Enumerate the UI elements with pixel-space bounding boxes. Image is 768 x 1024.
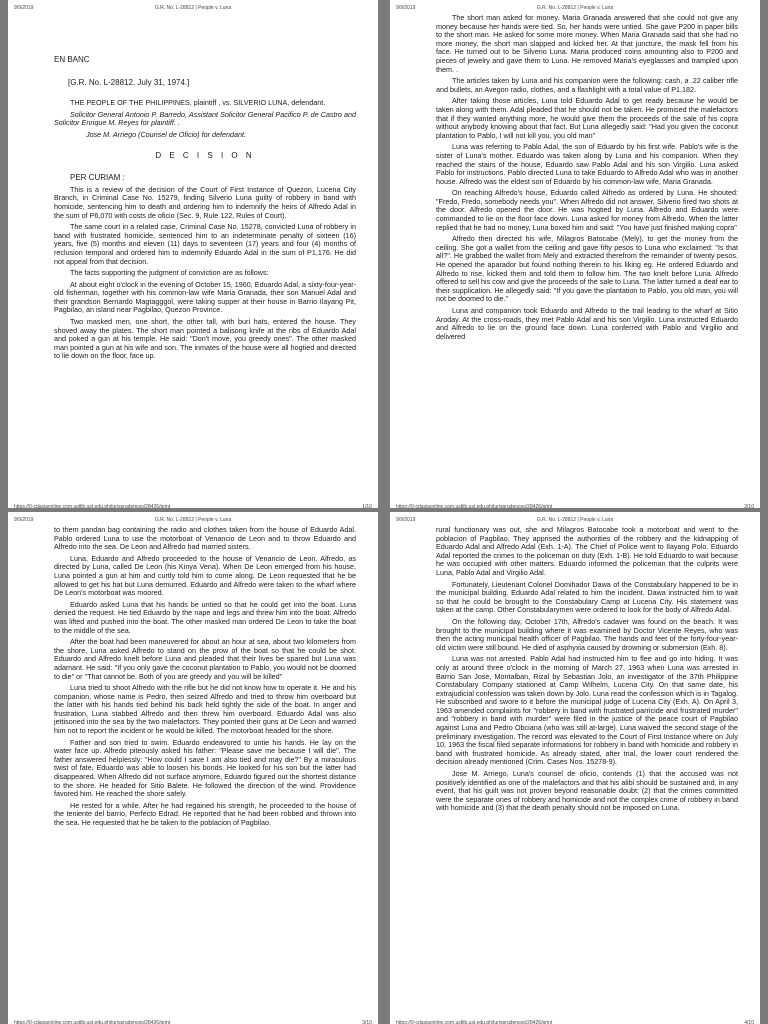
paragraph: The short man asked for money. Maria Granada answered that she could not give any money because her hands were tied. So, her hands were untied. She gave P200 in paper bills to the short man. He asked for some more money. When Maria Granada said that she had no more money, the short man slapped and kicked her. At that juncture, the mask fell from his face. He turned out to be Silverio Luna. Maria produced coins amounting also to P200 and pieces of jewelry and gave them to Luna. He removed Maria's eyeglasses and trampled upon them. . [436, 13, 738, 74]
header-date: 9/9/2019 [14, 5, 34, 11]
header-title: G.R. No. L-28812 | People v. Luna [154, 517, 232, 523]
court-division: EN BANC [54, 55, 90, 64]
header-title: G.R. No. L-28812 | People v. Luna [536, 517, 614, 523]
page-4 [390, 512, 760, 1024]
page-number: 1/10 [362, 504, 372, 508]
page-body [54, 16, 356, 364]
footer-url[interactable]: https://0-cdasiaonline.com.ustlib.ust.edu.ph/jurisprudences/28426/print [396, 504, 553, 508]
page-body [436, 526, 738, 816]
case-number: [G.R. No. L-28812. July 31, 1974.] [68, 77, 190, 87]
paragraph: Luna tried to shoot Alfredo with the rifle but he did not know how to operate it. He and his companion, whose name is Pedro, then seized Alfredo and tried to throw him overboard but the latter with his hands tied behind his back held tightly the side of the boat. In anger and frustration, Luna stabbed Alfredo and then threw him overboard. Eduardo Adal was also jettisoned into the sea by the two malefactors. They pointed their guns at De Leon and warned him not to report the incident or he would be killed. The motorboat headed for the shore. [54, 683, 356, 736]
page-number: 2/10 [744, 504, 754, 508]
page-2 [390, 0, 760, 508]
header-title: G.R. No. L-28812 | People v. Luna [536, 5, 614, 11]
per-curiam: PER CURIAM : [70, 173, 125, 183]
paragraph: Eduardo asked Luna that his hands be untied so that he could get into the boat. Luna denied the request. He tied Eduardo by the nape and legs and threw him into the boat. Alfredo was lifted and pushed into the boat. The other masked man ordered De Leon to take the boat to the middle of the sea. [54, 599, 356, 635]
paragraph: Jose M. Arriego, Luna's counsel de oficio, contends (1) that the accused was not positively identified as one of the malefactors and that his alibi should be sustained and, in any event, that his guilt was not proven beyond reasonable doubt; (2) that the crimes committed were the separate ones of robbery and homicide and not the complex crime of robbery in band with homicide and (3) that the death penalty should not be imposed on Luna. [436, 769, 738, 813]
paragraph: At about eight o'clock in the evening of October 15, 1960, Eduardo Adal, a sixty-four-year-old fisherman, together with his common-law wife Maria Granada, their son Manuel Adal and their grandson Bernardo Magtagggol, were taking supper at their house in Barrio Ilayang Pit, Pagbilao, an island near Pagbilao, Quezon Province. [54, 279, 356, 315]
counsel-defendant: Jose M. Arriego (Counsel de Oficio) for defendant. [86, 129, 246, 139]
paragraph: The facts supporting the judgment of conviction are as follows: [70, 268, 269, 278]
paragraph: Alfredo then directed his wife, Milagros Batocabe (Mely), to get the money from the ceiling. She got a wallet from the ceiling and gave fifty pesos to Luna who exclaimed: "Is that all?". He grabbed the wallet from Mely and extracted therefrom the remainder of twenty pesos. He opened the aparador but found nothing therein to his liking eg. He ordered Eduardo and Alfredo to rise, kicked them and told them to follow him. The two knelt before Luna. Alfredo offered to sell his cow and give the proceeds of the sale to Luna. The latter turned a deaf ear to their supplication. He allegedly said: "If you gave the plantation to Pablo, you old man, you will not be doomed to die." [436, 234, 738, 304]
paragraph: After taking those articles, Luna told Eduardo Adal to get ready because he would be taken along with them. Adal pleaded that he should not be taken. He promised the malefactors that if they wanted anything more, he would give them the proceeds of the sale of his copra without anybody knowing about that fact. But Luna allegedly said: "Had you given the coconut plantation to Pablo, I will not kill you, you old man" [436, 96, 738, 140]
paragraph: After the boat had been maneuvered for about an hour at sea, about two kilometers from the shore, Luna asked Alfredo to stand on the prow of the boat so that he could be shot. Eduardo and Alfredo knelt before Luna and pleaded that their lives be spared but Luna was adamant. He said: "If you only gave the coconut plantation to Pablo, you would not be doomed to die" or "That cannot be. Both of you are greedy and you will be killed" [54, 637, 356, 681]
footer-url[interactable]: https://0-cdasiaonline.com.ustlib.ust.edu.ph/jurisprudences/28426/print [14, 1020, 171, 1024]
header-date: 9/9/2019 [396, 517, 416, 523]
footer-url[interactable]: https://0-cdasiaonline.com.ustlib.ust.edu.ph/jurisprudences/28426/print [14, 504, 171, 508]
paragraph: Father and son tried to swim. Eduardo endeavored to untie his hands. He lay on the water face up. Alfredo piteously asked his father: "Please save me because I will die". The father answered helplessly: "How could I save I am also tied and may die?" By a miraculous twist of fate, Eduardo was able to loosen his bonds. He looked for his son but the latter had disappeared. When Alfredo did not surface anymore, Eduardo figured out the shortest distance to the shore. He headed for Sitio Balete. He followed the direction of the wind. Providence favored him. He reached the shore safely. [54, 737, 356, 799]
paragraph: On the following day, October 17th, Alfredo's cadaver was found on the beach. It was brought to the municipal building where it was examined by Doctor Vicente Reyes, who was then the acting municipal health officer of Pagbilao. The hands and feet of the forty-four-year-old victim were still bound. He died of asphyxia caused by drowning or submersion (Exh. 8). [436, 616, 738, 652]
paragraph: Two masked men, one short, the other tall, with buri hats, entered the house. They shoved away the plates. The short man pointed a balisong knife at the ribs of Eduardo Adal and poked a gun at his temple. He said: "Don't move, you greedy ones". The other masked man pointed a gun at his wife and son. The inmates of the house were all hogtied and directed to lie down on the floor, face up. [54, 317, 356, 361]
header-date: 9/9/2019 [14, 517, 34, 523]
header-title: G.R. No. L-28812 | People v. Luna [154, 5, 232, 11]
page-number: 4/10 [744, 1020, 754, 1024]
paragraph: He rested for a while. After he had regained his strength, he proceeded to the house of the teniente del barrio, Perfecto Edrad. He reported that he had been robbed and thrown into the sea. He requested that he be taken to the poblacion of Pagbilao. [54, 800, 356, 827]
header-date: 9/9/2019 [396, 5, 416, 11]
paragraph: Fortunately, Lieutenant Colonel Domihador Dawa of the Constabulary happened to be in the municipal building. Eduardo Adal related to him the incident. Dawa instructed him to wait so that he could be brought to the Constabulary Camp at Lucena City. His statement was taken at the camp. Other Constabularymen were ordered to look for the body of Alfredo Adal. [436, 579, 738, 615]
page-body [54, 526, 356, 831]
paragraph: to them pandan bag containing the radio and clothes taken from the house of Eduardo Adal. Pablo ordered Luna to use the motorboat of Venancio de Leon and to throw Eduardo and Alfredo into the sea. De Leon and Alfredo had married sisters. [54, 525, 356, 552]
decision-heading: D E C I S I O N [155, 150, 255, 160]
footer-url[interactable]: https://0-cdasiaonline.com.ustlib.ust.edu.ph/jurisprudences/28426/print [396, 1020, 553, 1024]
paragraph: Luna, Eduardo and Alfredo proceeded to the house of Venancio de Leon. Alfredo, as directed by Luna, called De Leon (his Kinya Vena). When De Leon emerged from his house, Luna pointed a gun at him and curtly told him to come along. De Leon requested that he be allowed to get his hat but Luna demurred. Eduardo and Alfredo were taken to the wharf where De Leon's motorboat was moored. [54, 553, 356, 598]
counsel-plaintiff: Solicitor General Antonio P. Barredo, Assistant Solicitor General Pacifico P. de Castro and Solicitor Enrique M. Reyes for plaintiff. . [54, 109, 356, 128]
paragraph: Luna was referring to Pablo Adal, the son of Eduardo by his first wife. Pablo's wife is the sister of Luna's mother. Eduardo was taken along by Luna and his companion. When they reached the stairs of the house, Eduardo saw Pablo Adal and his son Virgilio. Luna asked Pablo for instructions. Pablo directed Luna to take Eduardo to Alfredo Adal who was in another house. Alfredo was the eldest son of Eduardo by his common-law wife, Maria Granada. [436, 142, 738, 186]
page-3 [8, 512, 378, 1024]
case-parties: THE PEOPLE OF THE PHILIPPINES, plaintiff , vs. SILVERIO LUNA, defendant. [70, 98, 326, 108]
page-body [436, 14, 738, 344]
page-number: 3/10 [362, 1020, 372, 1024]
paragraph: rural functionary was out, she and Milagros Batocabe took a motorboat and went to the poblacion of Pagbilao. They apprised the authorities of the robbery and the kidnapping of Eduardo Adal and Alfredo Adal (Exh. 1-A). The Chief of Police went to Ilayang Polo. Eduardo Adal reported the crimes to the policeman on duty (Exh. 1-B). He told Eduardo to wait because he was occupied with other matters. Eduardo informed the policeman that the culprits were Luna, Pablo Adal and Virgilio Adal. [436, 525, 738, 577]
paragraph: On reaching Alfredo's house, Eduardo called Alfredo as ordered by Luna. He shouted: "Fredo, Fredo, somebody needs you". When Alfredo did not answer, Silverio fired two shots at the door. Alfredo opened the door. He was hogtied by Luna. Alfredo and Eduardo were commanded to lie on the floor face down. Luna asked for money from Alfredo. When the latter replied that he had no money, Luna boxed him and said: "You have just finished making copra" [436, 188, 738, 232]
page-1 [8, 0, 378, 508]
paragraph: This is a review of the decision of the Court of First Instance of Quezon, Lucena City Branch, in Criminal Case No. 15279, finding Silverio Luna guilty of robbery in band with homicide, sentencing him to death and ordering him to indemnify the heirs of Alfredo Adal in the sum of P6,070 with costs de oficio (Sec. 9, Rule 122, Rules of Court). [54, 184, 356, 220]
paragraph: Luna and companion took Eduardo and Alfredo to the trail leading to the wharf at Sitio Aroday. At the cross-roads, they met Pablo Adal and his son Virgilio. Luna instructed Eduardo and Alfredo to lie on the ground face down. Luna conferred with Pablo and Virgilio and delivered [436, 306, 738, 341]
paragraph: Luna was not arrested. Pablo Adal had instructed him to flee and go into hiding. It was only at around three o'clock in the morning of March 27, 1963 when Luna was arrested in Barrio San Jose, Montalban, Rizal by Sebastian Jolo, an investigator of the 37th Philippine Constabulary Company stationed at Camp Wilhelm, Lucena City. On that same date, his extrajudicial confession was taken down by Jolo. Luna read the confession which is in Tagalog. He subscribed and swore to it before the municipal judge of Lucena City (Exh. A). On April 3, 1963 amended complaints for "robbery in band with frustrated parricide and frustrated murder" and "robbery in band with murder" were filed in the justice of the peace court of Pagbilao against Luna and Pedro Obciana (who was still at-large). Luna waived the second stage of the preliminary investigation. The record was elevated to the Court of First Instance where on July 10, 1963 the fiscal filed separate informations for robbery in band with homicide and robbery in band with frustrated homicide. As already stated, after trial, the lower court rendered the decision already mentioned (Crim. Cases Nos. 15278-9). [436, 654, 738, 767]
paragraph: The articles taken by Luna and his companion were the following: cash, a .22 caliber rifle and bullets, an Avegon radio, clothes, and a flashlight with a total value of P1,182. [436, 76, 738, 94]
paragraph: The same court in a related case, Criminal Case No. 15278, convicted Luna of robbery in band with frustrated homicide, sentenced him to an indeterminate penalty of sixteen (16) years, five (5) months and eleven (11) days to seventeen (17) years and four (4) months of reclusion temporal and ordered him to indemnify Eduardo Adal in the sum of P1,176. He did not appeal from that decision. [54, 222, 356, 266]
